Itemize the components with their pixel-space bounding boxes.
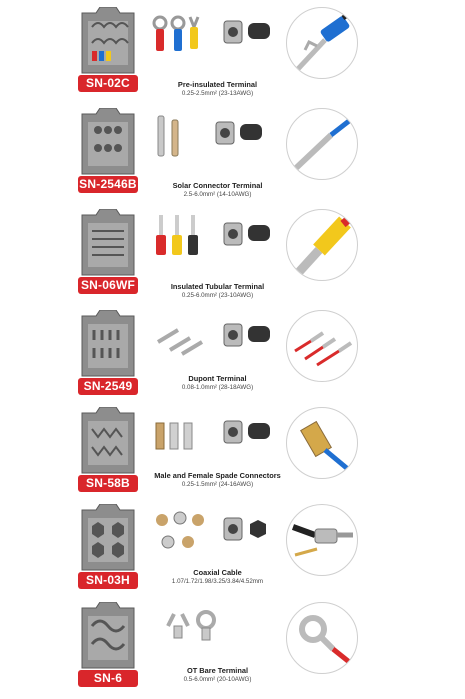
terminal-parts-icon xyxy=(148,506,283,570)
model-badge: SN-2546B xyxy=(79,177,137,191)
terminal-parts-icon xyxy=(148,9,283,73)
crimp-die-icon xyxy=(78,7,138,79)
product-row-sn-06wf xyxy=(0,207,465,305)
model-badge: SN-58B xyxy=(78,475,138,492)
product-spec: 1.07/1.72/1.98/3.25/3.84/4.52mm xyxy=(171,578,264,585)
crimp-die-icon xyxy=(78,108,138,180)
crimp-die-icon xyxy=(78,310,138,382)
terminal-parts-icon xyxy=(148,604,283,668)
product-spec: 0.25-6.0mm² (23-10AWG) xyxy=(181,292,254,299)
model-badge: SN-2549 xyxy=(78,378,138,395)
product-row-sn-6 xyxy=(0,600,465,698)
product-spec: 0.5-6.0mm² (20-10AWG) xyxy=(183,676,252,683)
model-badge: SN-06WF xyxy=(78,277,138,294)
product-title: Male and Female Spade Connectors xyxy=(154,471,281,480)
product-spec: 2.5-6.0mm² (14-10AWG) xyxy=(183,191,252,198)
application-photo xyxy=(286,602,358,674)
terminal-parts-icon xyxy=(148,409,283,473)
model-badge: SN-02C xyxy=(78,75,138,92)
crimp-die-icon xyxy=(78,504,138,576)
product-row-sn-02c xyxy=(0,5,465,103)
product-title: Insulated Tubular Terminal xyxy=(170,282,265,291)
terminal-parts-icon xyxy=(148,211,283,275)
application-photo xyxy=(286,407,358,479)
product-row-sn-03h xyxy=(0,502,465,600)
terminal-parts-icon xyxy=(148,312,283,376)
crimp-die-icon xyxy=(78,209,138,281)
terminal-parts-icon xyxy=(148,110,283,174)
model-badge: SN-6 xyxy=(78,670,138,687)
product-title: OT Bare Terminal xyxy=(186,666,249,675)
application-photo xyxy=(286,310,358,382)
product-row-sn-58b xyxy=(0,405,465,503)
product-row-sn-2549 xyxy=(0,308,465,406)
product-spec: 0.25-2.5mm² (23-13AWG) xyxy=(181,90,254,97)
model-badge: SN-03H xyxy=(78,572,138,589)
product-row-sn-2546b xyxy=(0,106,465,204)
application-photo xyxy=(286,108,358,180)
application-photo xyxy=(286,504,358,576)
crimp-die-icon xyxy=(78,602,138,674)
product-spec: 0.25-1.5mm² (24-16AWG) xyxy=(181,481,254,488)
application-photo xyxy=(286,7,358,79)
crimp-die-icon xyxy=(78,407,138,479)
product-title: Pre-insulated Terminal xyxy=(177,80,258,89)
application-photo xyxy=(286,209,358,281)
product-title: Dupont Terminal xyxy=(188,374,247,383)
product-title: Solar Connector Terminal xyxy=(172,181,263,190)
product-spec: 0.08-1.0mm² (28-18AWG) xyxy=(181,384,254,391)
product-title: Coaxial Cable xyxy=(193,568,242,577)
